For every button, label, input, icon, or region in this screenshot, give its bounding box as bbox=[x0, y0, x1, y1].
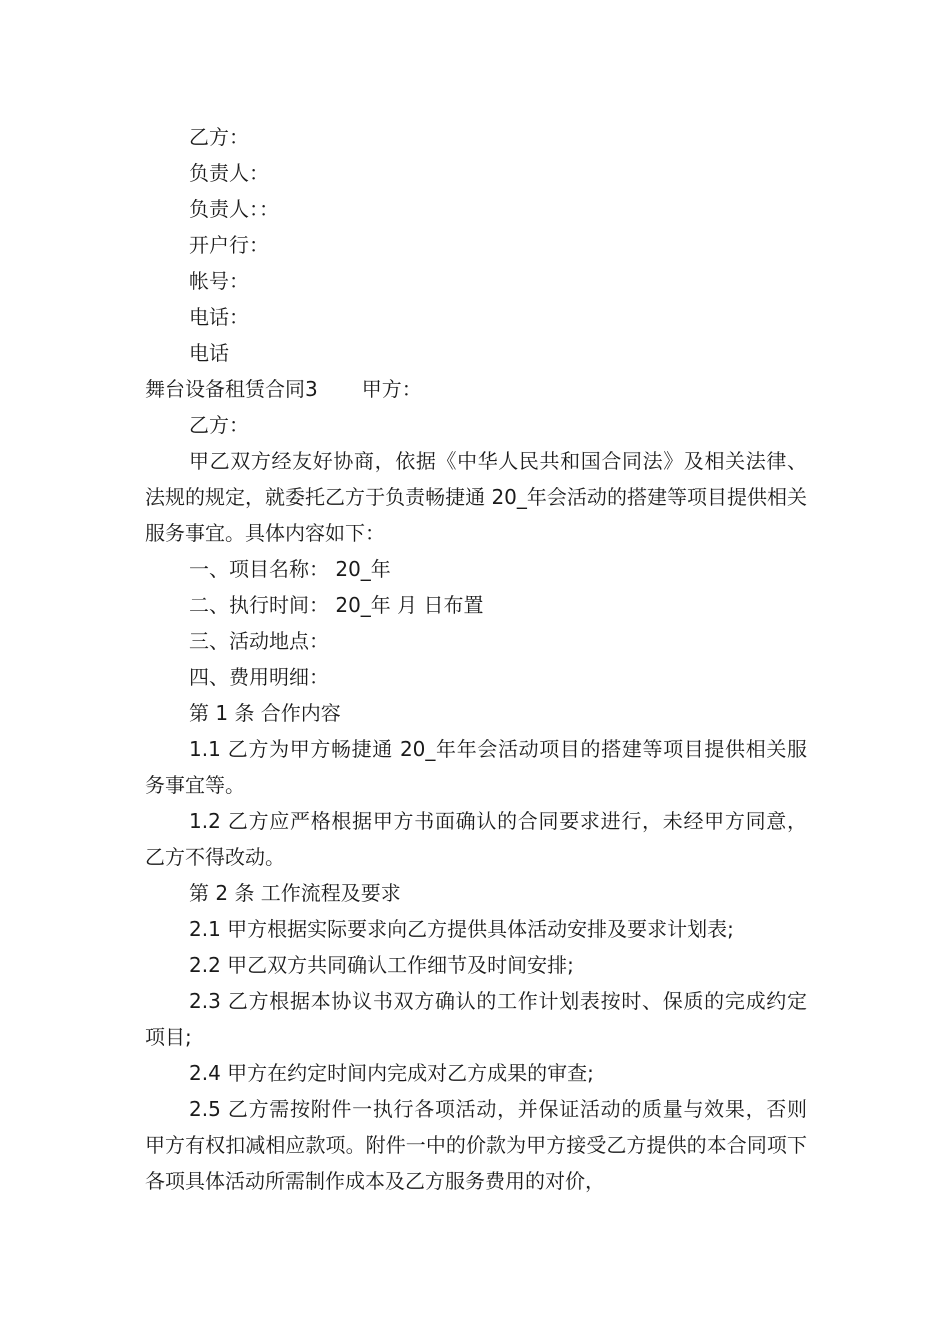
line-party-b: 乙方： bbox=[189, 125, 249, 149]
article-1-heading: 第 1 条 合作内容 bbox=[189, 701, 341, 725]
clause-1-2: 1.2 乙方应严格根据甲方书面确认的合同要求进行，未经甲方同意，乙方不得改动。 bbox=[145, 809, 807, 869]
clause-2-1: 2.1 甲方根据实际要求向乙方提供具体活动安排及要求计划表; bbox=[189, 917, 734, 941]
line-bank: 开户行： bbox=[189, 233, 269, 257]
document-body bbox=[145, 119, 807, 1199]
body-cost-details: 四、费用明细： bbox=[189, 665, 329, 689]
clause-1-1: 1.1 乙方为甲方畅捷通 20_年年会活动项目的搭建等项目提供相关服务事宜等。 bbox=[145, 737, 807, 797]
contract-heading bbox=[145, 371, 807, 407]
body-execution-time: 二、执行时间： 20_年 月 日布置 bbox=[189, 593, 484, 617]
line-account: 帐号： bbox=[189, 269, 249, 293]
body-project-name: 一、项目名称： 20_年 bbox=[189, 557, 391, 581]
clause-2-3: 2.3 乙方根据本协议书双方确认的工作计划表按时、保质的完成约定项目; bbox=[145, 989, 807, 1049]
line-person-in-charge: 负责人： bbox=[189, 161, 269, 185]
party-a-label: 甲方： bbox=[361, 377, 422, 401]
line-phone: 电话： bbox=[189, 305, 249, 329]
body-intro-paragraph: 甲乙双方经友好协商，依据《中华人民共和国合同法》及相关法律、法规的规定，就委托乙方于负责畅捷通 20_年会活动的搭建等项目提供相关服务事宜。具体内容如下： bbox=[145, 449, 807, 545]
clause-2-2: 2.2 甲乙双方共同确认工作细节及时间安排; bbox=[189, 953, 574, 977]
body-venue: 三、活动地点： bbox=[189, 629, 329, 653]
article-2-heading: 第 2 条 工作流程及要求 bbox=[189, 881, 401, 905]
line-person-in-charge-2: 负责人：： bbox=[189, 197, 279, 221]
contract-title: 舞台设备租赁合同3 bbox=[145, 377, 318, 401]
body-party-b: 乙方： bbox=[189, 413, 249, 437]
clause-2-4: 2.4 甲方在约定时间内完成对乙方成果的审查; bbox=[189, 1061, 594, 1085]
line-phone-2: 电话 bbox=[189, 341, 229, 365]
clause-2-5: 2.5 乙方需按附件一执行各项活动，并保证活动的质量与效果，否则甲方有权扣减相应款项。附件一中的价款为甲方接受乙方提供的本合同项下各项具体活动所需制作成本及乙方服务费用的对价， bbox=[145, 1097, 807, 1193]
